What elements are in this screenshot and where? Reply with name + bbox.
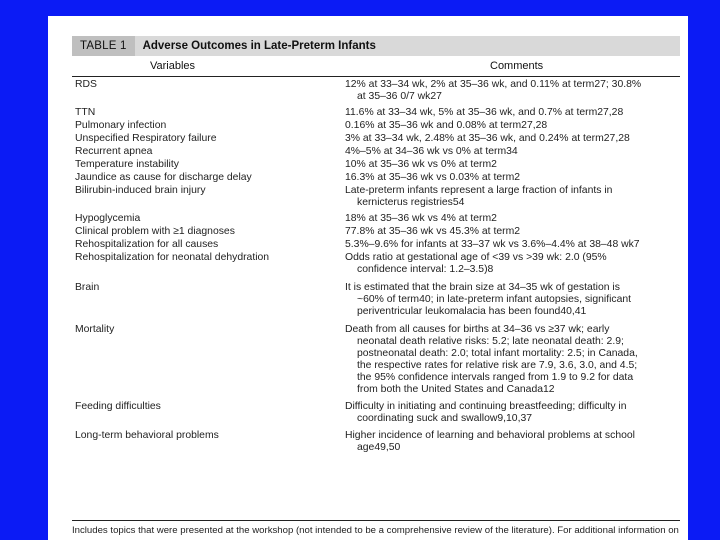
row-comment: 3% at 33–34 wk, 2.48% at 35–36 wk, and 0.24% at term27,28 <box>345 133 630 144</box>
header-variables: Variables <box>150 60 196 72</box>
table-row <box>75 185 675 209</box>
table-row <box>75 226 675 238</box>
row-variable: RDS <box>75 79 97 90</box>
table-row <box>75 107 675 119</box>
row-comment: 4%–5% at 34–36 wk vs 0% at term34 <box>345 146 518 157</box>
row-comment: 77.8% at 35–36 wk vs 45.3% at term2 <box>345 226 521 237</box>
row-comment: Odds ratio at gestational age of <39 vs >39 wk: 2.0 (95% confidence interval: 1.2–3.5)8 <box>345 252 607 275</box>
table-label: TABLE 1 <box>72 36 135 56</box>
table-header-row <box>72 57 680 77</box>
row-variable: Pulmonary infection <box>75 120 167 131</box>
table-row <box>75 239 675 251</box>
table-row <box>75 430 675 454</box>
row-comment: 0.16% at 35–36 wk and 0.08% at term27,28 <box>345 120 548 131</box>
row-comment: It is estimated that the brain size at 34–35 wk of gestation is ~60% of term40; in late-preterm infant autopsies, significant periventricular leukomalacia has been found40,41 <box>345 282 632 317</box>
document-page <box>48 16 688 540</box>
row-comment: 5.3%–9.6% for infants at 33–37 wk vs 3.6%–4.4% at 38–48 wk7 <box>345 239 640 250</box>
table-row <box>75 213 675 225</box>
row-variable: TTN <box>75 107 96 118</box>
row-variable: Temperature instability <box>75 159 179 170</box>
row-variable: Rehospitalization for all causes <box>75 239 219 250</box>
row-comment: 12% at 33–34 wk, 2% at 35–36 wk, and 0.11% at term27; 30.8% at 35–36 0/7 wk27 <box>345 79 642 102</box>
table-title: Adverse Outcomes in Late-Preterm Infants <box>142 40 376 52</box>
header-comments: Comments <box>490 60 544 72</box>
row-comment: Death from all causes for births at 34–36 vs ≥37 wk; early neonatal death relative risks: 5.2; late neonatal death: 2.9; postneonatal death: 2.0; total infant mortality: 2.5; in Canada, the respective rates for relative risk are 7.9, 3.6, 3.0, and 4.5; the 95% confidence intervals ranged from 1.9 to 9.2 for data from both the United States and Canada12 <box>345 324 638 395</box>
table-row <box>75 282 675 318</box>
row-comment: 10% at 35–36 wk vs 0% at term2 <box>345 159 497 170</box>
table-row <box>75 159 675 171</box>
table-row <box>75 120 675 132</box>
row-variable: Jaundice as cause for discharge delay <box>75 172 252 183</box>
row-variable: Mortality <box>75 324 115 335</box>
table-caption <box>72 36 680 56</box>
row-variable: Brain <box>75 282 100 293</box>
row-comment: 16.3% at 35–36 wk vs 0.03% at term2 <box>345 172 521 183</box>
row-variable: Feeding difficulties <box>75 401 161 412</box>
row-variable: Recurrent apnea <box>75 146 153 157</box>
row-variable: Bilirubin-induced brain injury <box>75 185 206 196</box>
table-row <box>75 172 675 184</box>
table-row <box>75 146 675 158</box>
table-row <box>75 79 675 103</box>
table-body <box>75 79 675 454</box>
row-variable: Hypoglycemia <box>75 213 141 224</box>
row-comment: 11.6% at 33–34 wk, 5% at 35–36 wk, and 0.7% at term27,28 <box>345 107 624 118</box>
row-comment: Difficulty in initiating and continuing breastfeeding; difficulty in coordinating suck and swallow9,10,37 <box>345 401 627 424</box>
row-comment: Higher incidence of learning and behavioral problems at school age49,50 <box>345 430 635 453</box>
row-variable: Clinical problem with ≥1 diagnoses <box>75 226 235 237</box>
table-footnote: Includes topics that were presented at the workshop (not intended to be a comprehensive review of the literature). For additional information on <box>72 520 680 537</box>
row-variable: Long-term behavioral problems <box>75 430 219 441</box>
table-row <box>75 401 675 425</box>
row-variable: Rehospitalization for neonatal dehydration <box>75 252 270 263</box>
table-row <box>75 133 675 145</box>
row-comment: Late-preterm infants represent a large fraction of infants in kernicterus registries54 <box>345 185 613 208</box>
row-variable: Unspecified Respiratory failure <box>75 133 217 144</box>
table-row <box>75 324 675 396</box>
table-row <box>75 252 675 276</box>
row-comment: 18% at 35–36 wk vs 4% at term2 <box>345 213 497 224</box>
